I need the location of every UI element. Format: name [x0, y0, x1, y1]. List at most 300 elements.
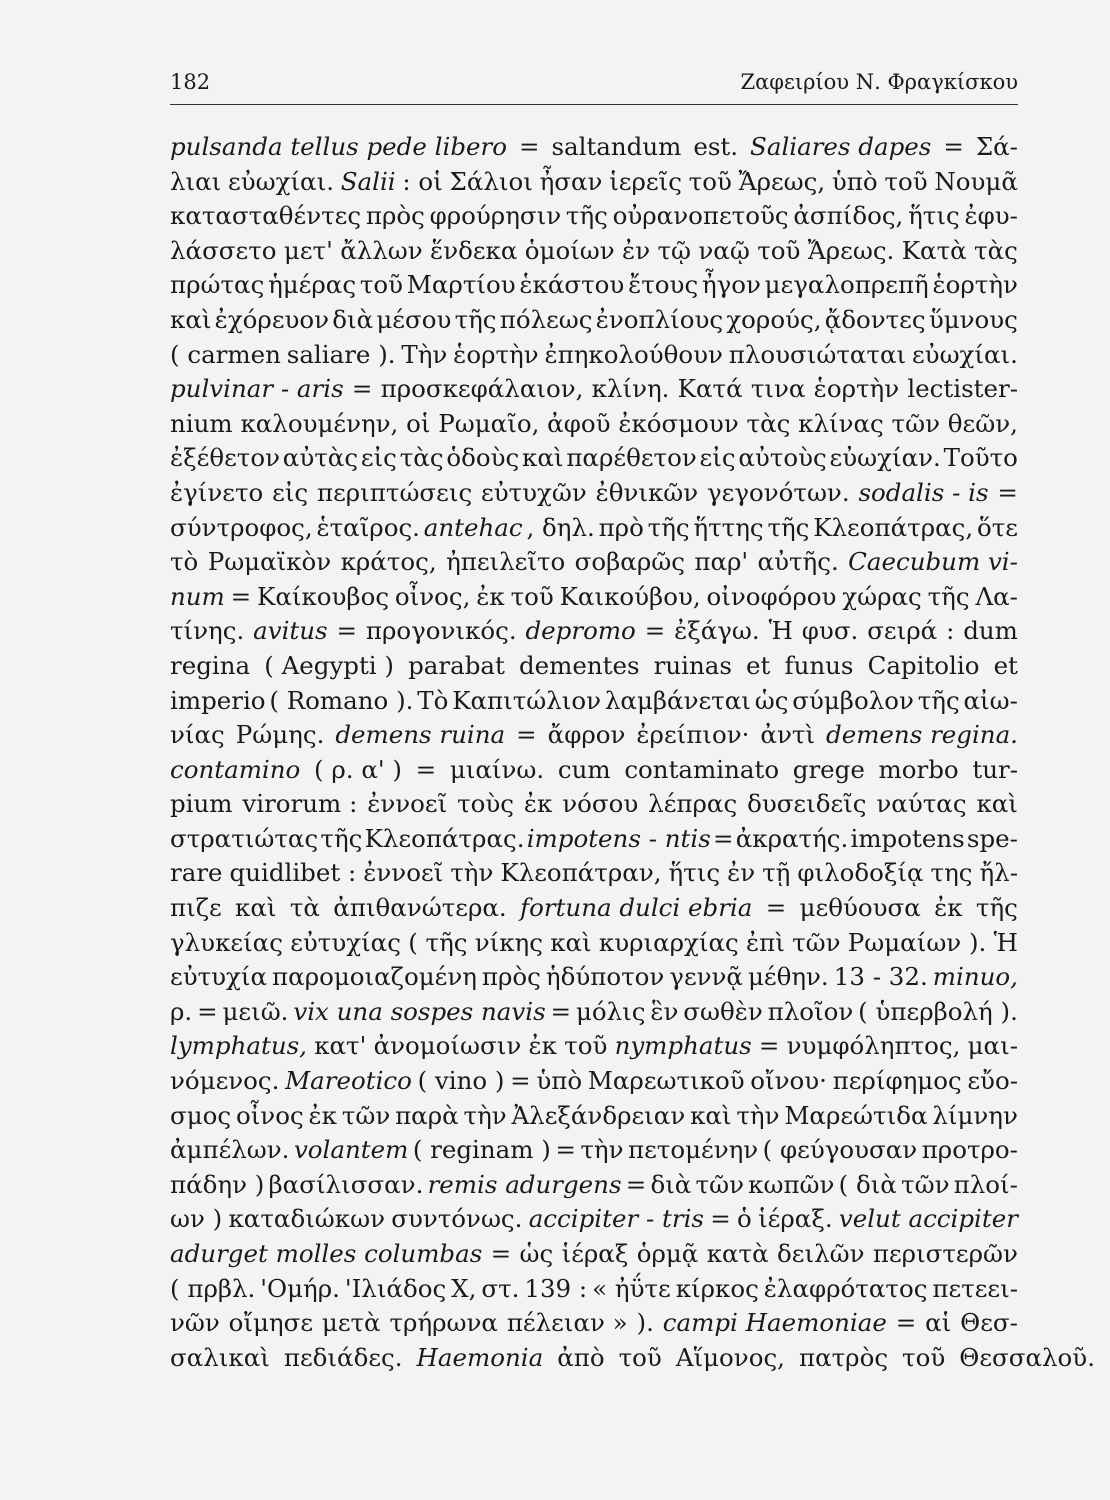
- word: κίρκος: [675, 1273, 759, 1303]
- latin-term: demens ruina: [335, 720, 506, 750]
- word: quidlibet :: [229, 858, 357, 888]
- word: =: [555, 1135, 576, 1165]
- word: τοῦ: [757, 235, 801, 265]
- word: σοβαρῶς: [574, 547, 685, 577]
- word: τῶν: [695, 1169, 744, 1199]
- word: Κατὰ: [901, 235, 967, 265]
- word: τὴν: [463, 1100, 507, 1130]
- word: μετὰ: [321, 1308, 381, 1338]
- word: ἡμέρας: [268, 270, 357, 300]
- text-line: [170, 201, 1018, 236]
- word: λέπρας: [648, 789, 738, 819]
- word: εὐωχίαι.: [911, 339, 1018, 369]
- word: Σάλιοι: [449, 166, 533, 196]
- text-line: [170, 305, 1018, 340]
- word: λίμνην: [932, 1100, 1018, 1130]
- word: ( ὑπερβολή ).: [858, 996, 1018, 1026]
- word: ἐξάγω.: [674, 616, 760, 646]
- word: funus: [784, 650, 854, 680]
- word: est.: [693, 132, 739, 161]
- word: πατρὸς: [798, 1342, 889, 1372]
- word: =: [550, 996, 572, 1026]
- word: saliare ).: [286, 339, 396, 369]
- word: ἐπὶ: [746, 927, 785, 957]
- word: τῆς: [927, 581, 970, 611]
- text-line: [170, 755, 1018, 790]
- word: τὴν: [580, 1135, 624, 1165]
- word: ἐχόρευον: [214, 304, 330, 334]
- word: οἱ: [406, 408, 431, 438]
- text-line: [170, 962, 1018, 997]
- word: Αἵμονος,: [675, 1342, 785, 1372]
- word: =: [510, 1066, 531, 1096]
- word: =: [625, 1169, 647, 1199]
- word: εὐτυχίας: [290, 927, 401, 957]
- latin-term: pulsanda tellus pede libero: [170, 132, 507, 161]
- word: δυσειδεῖς: [747, 789, 867, 819]
- word: παρ': [694, 547, 749, 577]
- word: μέσου: [376, 304, 452, 334]
- word: ἐννοεῖ: [363, 858, 444, 888]
- word: συντόνως.: [391, 1204, 523, 1234]
- word: παρομοιαζομένη: [272, 962, 477, 992]
- word: νίκης: [474, 927, 543, 957]
- word: Καίκουβος: [257, 581, 390, 611]
- word: ἐκ: [523, 789, 553, 819]
- word: =: [351, 374, 373, 404]
- header-rule: [170, 104, 1018, 105]
- latin-term: volantem: [293, 1135, 409, 1165]
- word: Κλεοπάτρας.: [364, 823, 525, 853]
- latin-term: fortuna dulci ebria: [520, 893, 753, 923]
- word: =: [336, 616, 358, 646]
- word: εὔο-: [967, 1066, 1018, 1096]
- word: , δηλ.: [526, 512, 595, 542]
- word: βασίλισσαν.: [268, 1169, 424, 1199]
- word: Καικούβου,: [559, 581, 701, 611]
- word: ( φεύγουσαν: [762, 1135, 918, 1165]
- word: καὶ: [170, 304, 212, 334]
- word: προγονικός.: [365, 616, 517, 646]
- word: πρώτας: [170, 270, 265, 300]
- word: ὑπὸ: [536, 1066, 583, 1096]
- latin-term: sodalis - is: [858, 477, 989, 507]
- word: ἀντὶ: [760, 720, 816, 750]
- word: Ἄρεως,: [738, 166, 826, 196]
- word: ὑπὸ: [831, 166, 878, 196]
- word: Τὸ: [417, 685, 449, 715]
- word: ἐνοπλίους: [595, 304, 724, 334]
- word: ὁδοὺς: [446, 443, 520, 473]
- word: εἰς: [272, 477, 309, 507]
- word: « ἠΰτε: [592, 1273, 671, 1303]
- word: πρὸς: [481, 962, 541, 992]
- word: Ρωμαίων ).: [847, 927, 987, 957]
- word: saltandum: [551, 132, 682, 161]
- word: =: [644, 616, 666, 646]
- word: Θεσ-: [960, 1308, 1018, 1338]
- word: contaminato: [624, 754, 780, 784]
- word: et: [993, 650, 1018, 680]
- word: ἡδύποτον: [545, 962, 665, 992]
- word: : οἱ: [402, 166, 443, 196]
- latin-term: adurget molles columbas: [170, 1239, 483, 1268]
- word: τὸ: [170, 547, 199, 577]
- word: ἐκόσμουν: [618, 408, 739, 438]
- word: ἀνομοίωσιν: [373, 1031, 522, 1061]
- word: ὁ: [737, 1204, 752, 1234]
- word: τῶν: [792, 927, 841, 957]
- latin-term: contamino: [170, 754, 301, 784]
- text-line: [170, 1204, 1018, 1239]
- word: ἠπειλεῖτο: [446, 547, 566, 577]
- word: προτρο-: [921, 1135, 1018, 1165]
- word: σαλικαὶ: [170, 1342, 270, 1372]
- word: εὐτυχία: [170, 962, 268, 992]
- word: τὰς: [399, 443, 444, 473]
- word: ἥτις: [668, 858, 721, 888]
- text-line: [170, 270, 1018, 305]
- word: impotens: [850, 823, 965, 853]
- word: σύντροφος,: [170, 512, 313, 542]
- word: ὡς: [754, 685, 789, 715]
- word: τὴν: [450, 858, 494, 888]
- word: σμος: [170, 1100, 232, 1130]
- word: ruinas: [653, 650, 732, 680]
- word: Λα-: [975, 581, 1018, 611]
- word: ( reginam ): [412, 1135, 551, 1165]
- word: πεδιάδες.: [283, 1342, 403, 1372]
- word: =: [943, 132, 964, 161]
- word: =: [758, 1031, 780, 1061]
- running-head: Ζαφειρίου Ν. Φραγκίσκου: [740, 70, 1018, 94]
- word: πετεει-: [932, 1273, 1018, 1303]
- word: πιζε: [170, 893, 222, 923]
- word: ἱερεῖς: [609, 166, 682, 196]
- word: τῶν: [341, 1100, 391, 1130]
- word: ( Aegypti ): [264, 650, 394, 680]
- word: ( διὰ: [838, 1169, 897, 1199]
- word: τῆς: [320, 823, 363, 853]
- word: εὐτυχῶν: [481, 477, 587, 507]
- word: πάδην ): [170, 1169, 265, 1199]
- word: περιπτώσεις: [316, 477, 473, 507]
- word: τοῦ: [618, 1342, 662, 1372]
- latin-term: avitus: [253, 616, 328, 646]
- word: ἐκ: [308, 1100, 337, 1130]
- word: αὐτοὺς: [738, 443, 827, 473]
- latin-term: num: [170, 581, 225, 611]
- word: νίας: [170, 720, 225, 750]
- word: θεῶν,: [947, 408, 1018, 438]
- word: ( Romano ).: [269, 685, 414, 715]
- word: λαμβάνεται: [604, 685, 751, 715]
- word: οἶνος,: [394, 581, 471, 611]
- word: =: [997, 477, 1018, 507]
- text-line: [170, 651, 1018, 686]
- word: ων ): [170, 1204, 223, 1234]
- latin-term: velut accipiter: [838, 1204, 1018, 1234]
- word: ἱέραξ: [561, 1239, 629, 1268]
- word: ἐν: [622, 235, 651, 265]
- word: χορούς,: [726, 304, 822, 334]
- word: ( τῆς: [408, 927, 468, 957]
- word: καὶ: [235, 893, 277, 923]
- word: ἐφυ-: [964, 201, 1018, 231]
- text-line: [170, 997, 1018, 1032]
- word: γεννᾷ: [669, 962, 743, 992]
- text-line: [170, 1170, 1018, 1205]
- text-line: [170, 1101, 1018, 1136]
- text-line: [170, 1066, 1018, 1101]
- word: πλοῖον: [767, 996, 854, 1026]
- text-line: [170, 167, 1018, 202]
- word: Θεσσαλοῦ.: [959, 1342, 1095, 1372]
- word: ἑορτὴν: [453, 339, 539, 369]
- word: ναῷ: [698, 235, 750, 265]
- word: οἴνου·: [750, 1066, 827, 1096]
- word: τοὺς: [457, 789, 515, 819]
- word: ἔτους: [628, 270, 699, 300]
- word: 139 :: [524, 1273, 588, 1303]
- latin-term: lymphatus,: [170, 1031, 307, 1061]
- word: parabat: [408, 650, 505, 680]
- word: αἰω-: [963, 685, 1018, 715]
- latin-term: Haemonia: [416, 1342, 544, 1372]
- word: εἰς: [699, 443, 736, 473]
- word: μεγαλοπρεπῆ: [764, 270, 929, 300]
- text-line: [170, 374, 1018, 409]
- word: τοῦ: [359, 270, 404, 300]
- word: nium: [170, 408, 233, 438]
- word: ἐν: [727, 858, 756, 888]
- word: Ρώμης.: [235, 720, 325, 750]
- word: ἐκ: [528, 1031, 557, 1061]
- word: κυριαρχίας: [598, 927, 739, 957]
- word: οἰνοφόρου: [706, 581, 837, 611]
- word: τοῦ: [884, 166, 928, 196]
- word: dum: [963, 616, 1018, 646]
- latin-term: pulvinar - aris: [170, 374, 344, 404]
- word: ἐρείπιον·: [636, 720, 750, 750]
- word: ( ρ. α' ): [314, 754, 402, 784]
- latin-term: accipiter - tris: [528, 1204, 704, 1234]
- word: ).: [636, 1308, 654, 1338]
- word: ἀκρατής.: [735, 823, 849, 853]
- text-line: [170, 409, 1018, 444]
- word: καὶ: [690, 1100, 732, 1130]
- word: ἥτις: [908, 201, 960, 231]
- word: spe-: [966, 823, 1018, 853]
- word: ἐκ: [934, 893, 963, 923]
- word: Ἄρεως.: [807, 235, 895, 265]
- latin-term: demens regina.: [826, 720, 1018, 750]
- word: κατασταθέντες: [170, 201, 362, 231]
- word: πλουσιώταται: [728, 339, 907, 369]
- word: =: [710, 1204, 731, 1234]
- latin-term: campi Haemoniae: [662, 1308, 887, 1338]
- word: καταδιώκων: [228, 1204, 385, 1234]
- word: =: [518, 132, 540, 161]
- text-line: [170, 824, 1018, 859]
- word: ἑταῖρος.: [316, 512, 420, 542]
- word: της: [930, 858, 973, 888]
- word: Ἀλεξάνδρειαν: [511, 1100, 686, 1130]
- word: περιστερῶν: [872, 1239, 1018, 1268]
- word: τρήρωνα: [389, 1308, 498, 1338]
- word: αὐτὰς: [282, 443, 359, 473]
- word: Τὴν: [401, 339, 448, 369]
- word: γλυκείας: [170, 927, 283, 957]
- latin-term: depromo: [525, 616, 636, 646]
- word: Νουμᾶ: [934, 166, 1018, 196]
- word: ἄφρον: [547, 720, 626, 750]
- word: ἓν: [650, 996, 679, 1026]
- text-line: [170, 1274, 1018, 1309]
- text-line: [170, 789, 1018, 824]
- word: Μαρτίου: [406, 270, 516, 300]
- word: ἀμπέλων.: [170, 1135, 290, 1165]
- word: οἴμησε: [228, 1308, 314, 1338]
- text-line: [170, 236, 1018, 271]
- text-line: [170, 1308, 1018, 1343]
- word: διὰ: [332, 304, 374, 334]
- word: Capitolio: [867, 650, 980, 680]
- word: =: [197, 996, 218, 1026]
- text-line: [170, 478, 1018, 513]
- word: =: [516, 720, 537, 750]
- word: ἦσαν: [539, 166, 603, 196]
- word: δειλῶν: [777, 1239, 865, 1268]
- word: αὐτῆς.: [757, 547, 839, 577]
- word: πετομένην: [627, 1135, 759, 1165]
- word: τὴν: [736, 1100, 780, 1130]
- word: αἱ: [925, 1308, 952, 1338]
- word: πόλεως: [499, 304, 593, 334]
- word: φιλοδοξίᾳ: [797, 858, 924, 888]
- word: ἑκάστου: [519, 270, 625, 300]
- word: ὕμνους: [928, 304, 1018, 334]
- word: :: [946, 616, 955, 646]
- word: morbo: [878, 754, 959, 784]
- word: νόσου: [562, 789, 639, 819]
- word: τῶν: [891, 408, 940, 438]
- word: cum: [557, 754, 611, 784]
- word: Μαρεώτιδα: [784, 1100, 928, 1130]
- word: φρούρησιν: [429, 201, 562, 231]
- word: κωπῶν: [748, 1169, 835, 1199]
- word: 13 - 32.: [833, 962, 928, 992]
- word: τὰ: [289, 893, 320, 923]
- word: Χ,: [451, 1273, 477, 1303]
- word: τῇ: [762, 858, 791, 888]
- word: τῷ: [657, 235, 692, 265]
- word: Ρωμαῖο,: [438, 408, 540, 438]
- word: =: [490, 1239, 512, 1268]
- word: κλίνη.: [591, 374, 670, 404]
- word: ρ.: [170, 996, 193, 1026]
- word: ἱέραξ.: [758, 1204, 833, 1234]
- word: τῆς: [647, 512, 690, 542]
- text-line: [170, 616, 1018, 651]
- page-header: [170, 64, 1018, 94]
- word: Ἡ: [993, 927, 1018, 957]
- word: ἐλαφρότατος: [763, 1273, 928, 1303]
- word: ( πρβλ.: [170, 1273, 256, 1303]
- word: καὶ: [522, 443, 564, 473]
- word: ἐξέθετον: [170, 443, 280, 473]
- word: ὅτε: [976, 512, 1018, 542]
- word: =: [765, 893, 787, 923]
- text-line: [170, 340, 1018, 375]
- word: tur-: [972, 754, 1018, 784]
- word: ἑορτὴν: [813, 374, 900, 404]
- word: Μαρεωτικοῦ: [587, 1066, 745, 1096]
- word: περίφημος: [832, 1066, 962, 1096]
- word: εἰς: [360, 443, 397, 473]
- word: ( vino ): [417, 1066, 505, 1096]
- word: ἐπηκολούθουν: [544, 339, 723, 369]
- word: ἀπιθανώτερα.: [333, 893, 507, 923]
- word: et: [746, 650, 771, 680]
- latin-term: nymphatus: [614, 1031, 752, 1061]
- word: ἀσπίδος,: [793, 201, 904, 231]
- word: τινα: [750, 374, 806, 404]
- word: λιαι: [170, 166, 222, 196]
- word: τῶν: [901, 1169, 950, 1199]
- latin-term: remis adurgens: [427, 1169, 622, 1199]
- word: τοῦ: [510, 581, 554, 611]
- word: ἐννοεῖ: [367, 789, 448, 819]
- text-line: [170, 513, 1018, 548]
- word: νυμφόληπτος,: [786, 1031, 961, 1061]
- word: =: [895, 1308, 917, 1338]
- word: σωθὲν: [683, 996, 763, 1026]
- word: κατ': [314, 1031, 367, 1061]
- word: ναύτας: [876, 789, 967, 819]
- word: οἶνος: [235, 1100, 304, 1130]
- word: ἕνδεκα: [430, 235, 518, 265]
- word: μέθην.: [747, 962, 829, 992]
- word: καὶ: [976, 789, 1018, 819]
- word: σειρά: [867, 616, 938, 646]
- word: =: [415, 754, 437, 784]
- word: ὡς: [519, 1239, 554, 1268]
- word: Ρωμαϊκὸν: [207, 547, 332, 577]
- word: καὶ: [550, 927, 592, 957]
- word: μιαίνω.: [449, 754, 545, 784]
- word: τῆς: [565, 201, 608, 231]
- word: ἐγίνετο: [170, 477, 264, 507]
- word: τίνης.: [170, 616, 245, 646]
- latin-term: Saliares dapes: [750, 132, 932, 161]
- word: ἀφοῦ: [547, 408, 611, 438]
- word: ὁμοίων: [524, 235, 615, 265]
- word: Κλεοπάτρας,: [813, 512, 974, 542]
- word: virorum :: [242, 789, 358, 819]
- word: ἥττης: [693, 512, 764, 542]
- text-line: [170, 893, 1018, 928]
- word: dementes: [518, 650, 640, 680]
- word: σύμβολον: [792, 685, 914, 715]
- word: τοῦ: [688, 166, 732, 196]
- word: ὁρμᾷ: [636, 1239, 699, 1268]
- text-line: [170, 547, 1018, 582]
- latin-term: vix una sospes navis: [293, 996, 546, 1026]
- latin-term: minuo,: [932, 962, 1018, 992]
- word: Καπιτώλιον: [452, 685, 602, 715]
- word: regina: [170, 650, 251, 680]
